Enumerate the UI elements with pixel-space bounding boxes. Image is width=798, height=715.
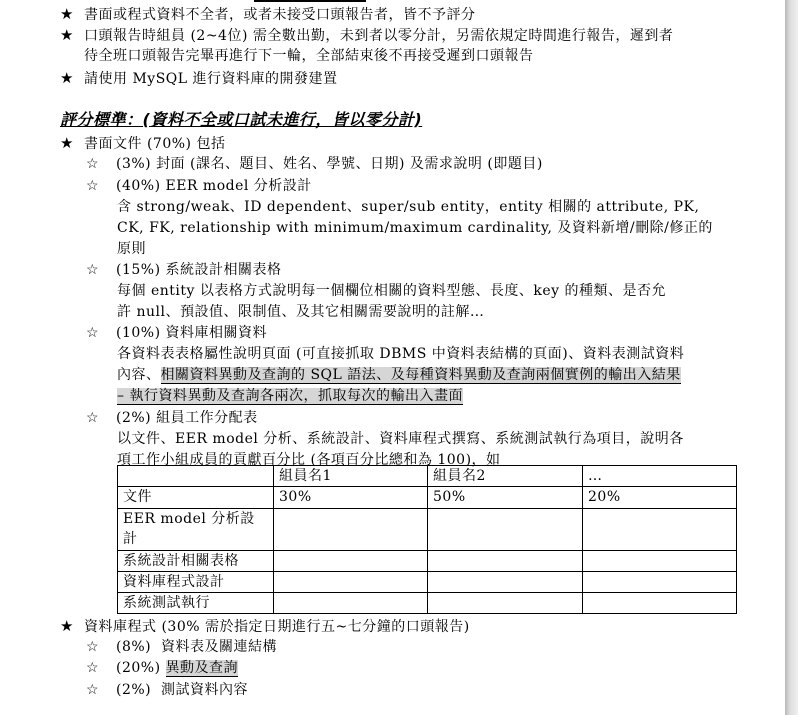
highlighted-text: 異動及查詢: [165, 660, 238, 676]
docs-item-desc: [117, 386, 463, 406]
docs-item-desc: 原則: [117, 241, 146, 257]
table-header-cell: 組員名1: [274, 466, 428, 487]
table-row: [118, 551, 737, 572]
intro-item: ★ 請使用 MySQL 進行資料庫的開發建置: [60, 69, 338, 87]
table-header-row: [118, 466, 737, 487]
star-icon: ★: [60, 69, 74, 87]
table-cell: [274, 593, 428, 614]
table-cell: 資料庫程式設計: [118, 572, 274, 593]
hollow-star-icon: ☆: [86, 156, 100, 172]
docs-item-desc: 各資料表表格屬性說明頁面 (可直接抓取 DBMS 中資料表結構的頁面)、資料表測試資料: [117, 346, 685, 362]
page-shadow: [785, 0, 798, 715]
table-row: [118, 593, 737, 614]
docs-item-system-tables: ☆ (15%) 系統設計相關表格: [86, 262, 282, 278]
table-cell: 50%: [428, 487, 583, 509]
docs-item-desc: 項工作小組成員的貢獻百分比 (各項百分比總和為 100)，如: [117, 452, 501, 468]
hollow-star-icon: ☆: [86, 682, 100, 698]
table-cell: [274, 509, 428, 551]
table-cell: [274, 572, 428, 593]
hollow-star-icon: ☆: [86, 325, 100, 341]
top-rule: [254, 0, 366, 2]
docs-item-work-allocation: ☆ (2%) 組員工作分配表: [86, 410, 258, 426]
docs-item-desc: 含 strong/weak、ID dependent、super/sub entity，entity 相關的 attribute, PK,: [117, 199, 700, 215]
section-heading: 評分標準：(資料不全或口試未進行，皆以零分計): [60, 110, 423, 129]
docs-item-cover: ☆ (3%) 封面 (課名、題目、姓名、學號、日期) 及需求說明 (即題目): [86, 156, 543, 172]
table-cell: 20%: [583, 487, 737, 509]
table-cell: [428, 572, 583, 593]
star-icon: ★: [60, 5, 74, 23]
table-header-cell: …: [583, 466, 737, 487]
table-cell: [428, 593, 583, 614]
table-cell: EER model 分析設計: [118, 509, 274, 551]
highlighted-text: 相關資料異動及查詢的 SQL 語法、及每種資料異動及查詢兩個實例的輸出入結果: [160, 367, 681, 383]
hollow-star-icon: ☆: [86, 660, 100, 676]
table-cell: [583, 572, 737, 593]
table-header-cell: [118, 466, 274, 487]
table-cell: [428, 551, 583, 572]
docs-item-desc: CK, FK, relationship with minimum/maximum cardinality, 及資料新增/刪除/修正的: [117, 220, 713, 236]
table-cell: 30%: [274, 487, 428, 509]
program-title: ★ 資料庫程式 (30% 需於指定日期進行五~七分鐘的口頭報告): [60, 617, 470, 635]
table-cell: 系統測試執行: [118, 593, 274, 614]
highlighted-text: – 執行資料異動及查詢各兩次，抓取每次的輸出入畫面: [117, 388, 463, 404]
table-cell: [583, 593, 737, 614]
table-row: [118, 572, 737, 593]
table-cell: [274, 551, 428, 572]
star-icon: ★: [60, 26, 74, 44]
hollow-star-icon: ☆: [86, 262, 100, 278]
hollow-star-icon: ☆: [86, 410, 100, 426]
docs-item-desc: 內容、相關資料異動及查詢的 SQL 語法、及每種資料異動及查詢兩個實例的輸出入結果: [117, 367, 681, 383]
hollow-star-icon: ☆: [86, 639, 100, 655]
docs-item-desc: 許 null、預設值、限制值、及其它相關需要說明的註解…: [117, 304, 485, 320]
program-item: ☆ (8%) 資料表及關連結構: [86, 639, 278, 655]
table-cell: [583, 509, 737, 551]
intro-item-continued: 待全班口頭報告完畢再進行下一輪，全部結束後不再接受遲到口頭報告: [84, 48, 534, 64]
program-item: ☆ (20%) 異動及查詢: [86, 660, 238, 676]
docs-item-database: ☆ (10%) 資料庫相關資料: [86, 325, 267, 341]
table-cell: [428, 509, 583, 551]
intro-item: ★ 書面或程式資料不全者，或者未接受口頭報告者，皆不予評分: [60, 5, 476, 23]
table-cell: 文件: [118, 487, 274, 509]
table-row: [118, 509, 737, 551]
table-cell: [583, 551, 737, 572]
intro-item: ★ 口頭報告時組員 (2~4位) 需全數出勤，未到者以零分計，另需依規定時間進行報告，遲到者: [60, 26, 674, 44]
star-icon: ★: [60, 134, 74, 152]
docs-item-eer: ☆ (40%) EER model 分析設計: [86, 178, 312, 194]
program-item: ☆ (2%) 測試資料內容: [86, 682, 249, 698]
table-cell: 系統設計相關表格: [118, 551, 274, 572]
table-header-cell: 組員名2: [428, 466, 583, 487]
docs-item-desc: 每個 entity 以表格方式說明每一個欄位相關的資料型態、長度、key 的種類、是否允: [117, 283, 666, 299]
hollow-star-icon: ☆: [86, 178, 100, 194]
docs-title: ★ 書面文件 (70%) 包括: [60, 134, 226, 152]
star-icon: ★: [60, 617, 74, 635]
table-row: [118, 487, 737, 509]
work-allocation-table: [117, 465, 737, 614]
docs-item-desc: 以文件、EER model 分析、系統設計、資料庫程式撰寫、系統測試執行為項目，說明各: [117, 431, 684, 447]
